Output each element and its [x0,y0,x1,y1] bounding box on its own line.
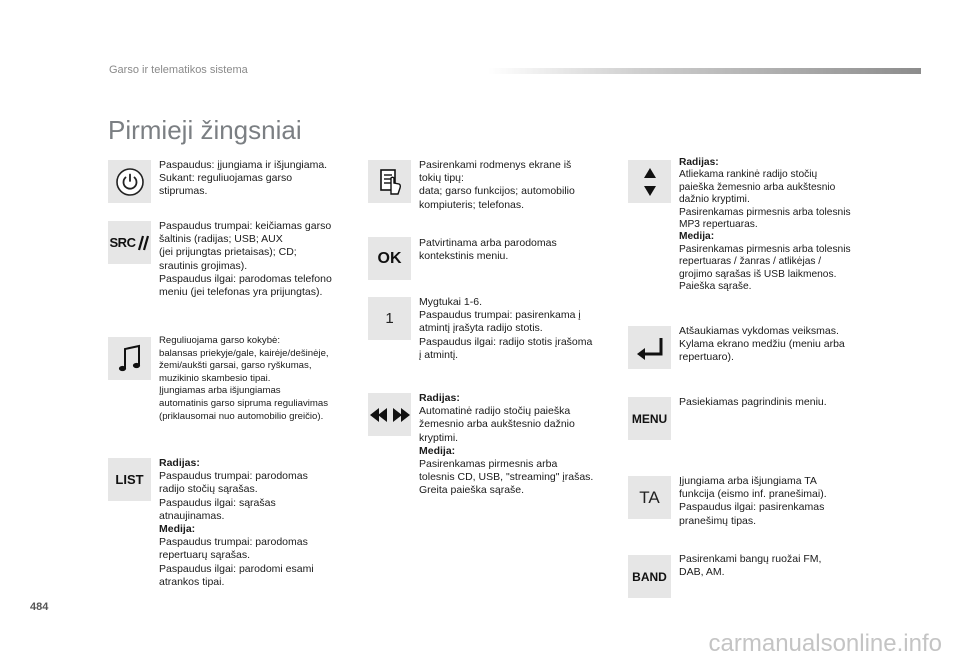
description-line: funkcija (eismo inf. pranešimai). [679,488,827,501]
description-line: atmintį įrašyta radijo stotis. [419,322,543,335]
up-down-arrows-icon [642,166,658,198]
description-line: šaltinis (radijas; USB; AUX [159,233,283,246]
description-line: muzikinio skambesio tipai. [159,372,271,384]
description-line: repertuarų sąrašas. [159,549,251,562]
watermark: carmanualsonline.info [708,630,942,657]
description-line: paieška žemesnio arba aukštesnio [679,181,836,193]
description-line: Atšaukiamas vykdomas veiksmas. [679,325,839,337]
description-line: žemesnio arba aukštesnio dažnio [419,418,575,431]
description-line: Medija: [159,523,196,536]
description-line: Patvirtinama arba parodomas [419,237,557,249]
page-number: 484 [30,601,49,613]
description-line: dažnio kryptimi. [679,194,750,206]
ok-description [419,237,619,263]
description-line: Paspaudus trumpai: pasirenkama į [419,309,581,322]
description-line: Radijas: [419,392,460,404]
src-button[interactable] [108,221,151,264]
description-line: data; garso funkcijos; automobilio [419,185,575,198]
description-line: Įjungiama arba išjungiama TA [679,475,817,487]
description-line: Paspaudus ilgai: parodomi esami [159,562,314,575]
preset-button-1[interactable] [368,297,411,340]
description-line: Radijas: [679,157,719,168]
description-line: repertuaro). [679,351,734,364]
preset-label: 1 [385,310,394,327]
description-line: Pasirenkamas pirmesnis arba tolesnis [679,206,851,218]
list-description [159,457,359,589]
band-label: BAND [632,569,667,584]
power-description [159,159,359,199]
menu-button[interactable] [628,397,671,440]
description-line: kontekstinis meniu. [419,250,509,263]
display-description [419,159,619,212]
up-down-buttons[interactable] [628,160,671,203]
description-line: Kylama ekrano medžiu (meniu arba [679,338,845,351]
page-title: Pirmieji žingsniai [108,115,302,146]
src-description [159,220,359,299]
updown-description [679,157,879,293]
ta-description [679,475,879,528]
menu-label: MENU [631,411,668,426]
description-line: radijo stočių sąrašas. [159,483,258,496]
description-line: Pasirenkamas pirmesnis arba [419,458,558,471]
list-label: LIST [115,472,144,487]
description-line: Reguliuojama garso kokybė: [159,335,281,346]
description-line: MP3 repertuaras. [679,219,758,231]
description-line: tokių tipų: [419,172,464,185]
description-line: Paspaudus ilgai: pasirenkamas [679,501,825,514]
back-button[interactable] [628,326,671,369]
back-description [679,325,879,365]
description-line: atnaujinamas. [159,509,225,522]
description-line: tolesnis CD, USB, "streaming" įrašas. [419,471,594,484]
description-line: Atliekama rankinė radijo stočių [679,169,818,181]
display-button[interactable] [368,160,411,203]
src-label: SRC [109,235,136,250]
description-line: Paspaudus ilgai: sąrašas [159,496,276,509]
phone-icon [135,234,149,252]
description-line: Paspaudus trumpai: parodomas [159,470,308,483]
music-note-icon [117,344,143,374]
description-line: Paspaudus: įjungiama ir išjungiama. [159,159,328,171]
description-line: repertuaras / žanras / atlikėjas / [679,256,822,268]
description-line: į atmintį. [419,348,459,361]
description-line: pranešimų tipas. [679,514,757,527]
description-line: Medija: [419,444,456,457]
seek-description [419,392,619,498]
description-line: Medija: [679,231,715,243]
ok-label: OK [377,249,402,267]
description-line: Mygtukai 1-6. [419,296,483,308]
band-button[interactable] [628,555,671,598]
description-line: kompiuteris; telefonas. [419,198,525,211]
ok-button[interactable] [368,237,411,280]
seek-buttons[interactable] [368,393,411,436]
description-line: Sukant: reguliuojamas garso [159,172,293,185]
description-line: DAB, AM. [679,566,725,579]
description-line: atrankos tipai. [159,575,225,588]
power-icon [115,167,145,197]
description-line: Paspaudus trumpai: keičiamas garso [159,220,332,232]
power-button[interactable] [108,160,151,203]
description-line: Pasirenkamas pirmesnis arba tolesnis [679,243,851,255]
seek-arrows-icon [370,407,410,423]
description-line: Pasirenkami rodmenys ekrane iš [419,159,572,171]
description-line: srautinis grojimas). [159,259,248,272]
back-arrow-icon [635,336,665,360]
description-line: automatinis garso sipruma reguliavimas [159,397,329,409]
description-line: Radijas: [159,457,200,469]
header-bar [488,68,921,74]
description-line: Paspaudus ilgai: parodomas telefono [159,272,332,285]
description-line: Paieška sąraše. [679,281,752,293]
sound-description [159,335,359,423]
ta-button[interactable] [628,476,671,519]
section-title: Garso ir telematikos sistema [109,64,248,76]
description-line: kryptimi. [419,431,459,444]
description-line: stiprumas. [159,185,208,198]
description-line: Automatinė radijo stočių paieška [419,405,571,418]
list-button[interactable] [108,458,151,501]
ta-label: TA [639,487,660,507]
description-line: (priklausomai nuo automobilio greičio). [159,410,324,422]
menu-description [679,396,879,409]
description-line: Paspaudus trumpai: parodomas [159,536,308,549]
sound-button[interactable] [108,337,151,380]
description-line: Pasiekiamas pagrindinis meniu. [679,396,827,408]
description-line: (jei prijungtas prietaisas); CD; [159,246,297,259]
preset-description [419,296,619,362]
description-line: žemi/aukšti garsai, garso ryškumas, [159,360,312,372]
description-line: balansas priekyje/gale, kairėje/dešinėje, [159,347,329,359]
description-line: Paspaudus ilgai: radijo stotis įrašoma [419,335,593,348]
screen-select-icon [377,168,403,196]
description-line: Įjungiamas arba išjungiamas [159,385,281,397]
band-description [679,553,879,579]
description-line: Greita paieška sąraše. [419,484,525,497]
description-line: meniu (jei telefonas yra prijungtas). [159,286,323,299]
description-line: grojimo sąrašas iš USB laikmenos. [679,268,837,280]
description-line: Pasirenkami bangų ruožai FM, [679,553,822,565]
